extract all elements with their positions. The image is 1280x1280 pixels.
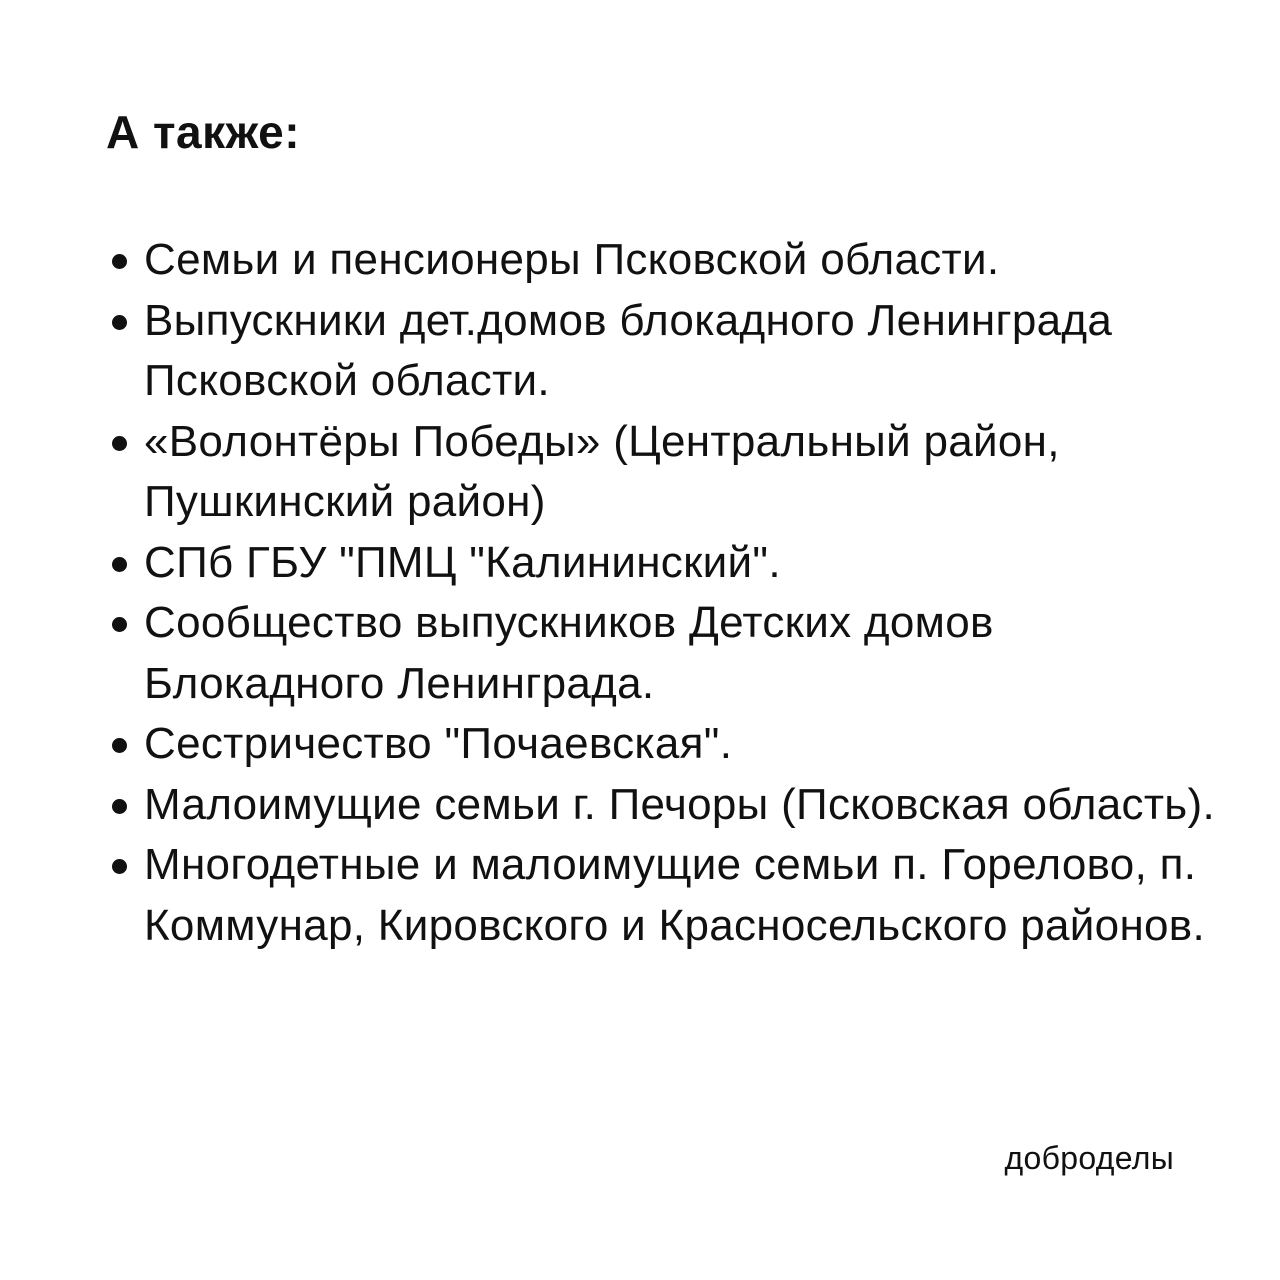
list-item	[104, 593, 1224, 714]
bullet-icon	[112, 738, 127, 753]
list-item	[104, 533, 1224, 594]
list-item-text: Сообщество выпускников Детских домов Блокадного Ленинграда.	[144, 598, 994, 708]
bullet-icon	[112, 557, 127, 572]
list-item-text: Многодетные и малоимущие семьи п. Горелово, п. Коммунар, Кировского и Красносельского районов.	[144, 840, 1206, 950]
list-item	[104, 714, 1224, 775]
bullet-icon	[112, 799, 127, 814]
bullet-icon	[112, 315, 127, 330]
list-item	[104, 230, 1224, 291]
list-item	[104, 775, 1224, 836]
bullet-icon	[112, 617, 127, 632]
list-item	[104, 835, 1224, 956]
list-item	[104, 291, 1224, 412]
list-item-text: Малоимущие семьи г. Печоры (Псковская область).	[144, 779, 1215, 829]
list-item-text: Сестричество "Почаевская".	[144, 719, 733, 768]
brand-signature: доброделы	[1004, 1140, 1174, 1176]
bullet-icon	[112, 436, 127, 451]
page-heading: А также:	[106, 106, 301, 158]
list-item-text: СПб ГБУ "ПМЦ "Калининский".	[144, 537, 781, 587]
list-item	[104, 412, 1224, 533]
list-item-text: Семьи и пенсионеры Псковской области.	[144, 235, 1000, 284]
bullet-icon	[112, 859, 127, 874]
bullet-icon	[112, 254, 127, 269]
list-item-text: «Волонтёры Победы» (Центральный район, Пушкинский район)	[144, 416, 1060, 526]
recipients-list	[104, 230, 1224, 956]
list-item-text: Выпускники дет.домов блокадного Ленинграда Псковской области.	[144, 295, 1113, 405]
